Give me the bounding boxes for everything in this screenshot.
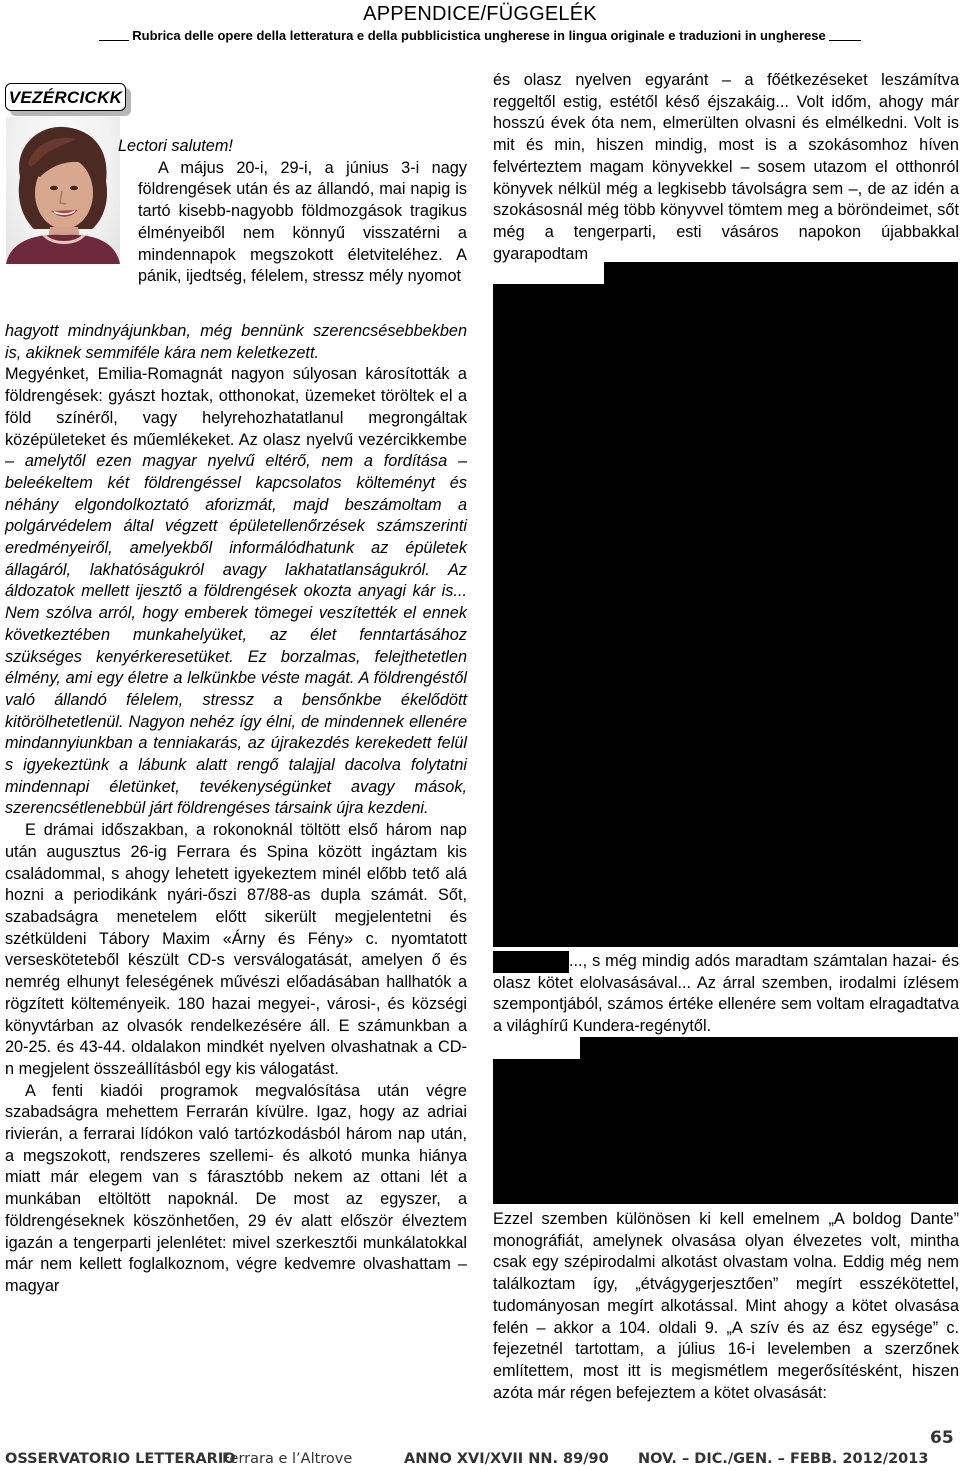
redaction-block-2a — [493, 951, 569, 973]
right-column-part-3: Ezzel szemben különösen ki kell emelnem „A boldog Dante” monográfiát, amelynek olvasása olyan élvezetes volt, mintha csak egy szépirodalmi alkotást olvastam volna. Eddig még nem találkoztam így, „étvágygerjesztően” megírt esszékötettel, tudományosan megírt alkotással. Mint ahogy a kötet olvasása felén – akkor a 104. oldali 9. „A szív és az ész egysége” c. fejezetnél tartottam, a július 16-i levelemben a szerzőnek említettem, most itt is megismétlem megerősítésként, hiszen azóta már régen befejeztem a kötet olvasását: — [493, 1210, 959, 1402]
author-portrait-photo — [6, 117, 120, 264]
footer-issue: ANNO XVI/XVII NN. 89/90 — [404, 1451, 609, 1467]
right-column-part-1: és olasz nyelven egyaránt – a főétkezéseket leszámítva reggeltől estig, estétől késő éjszakáig... Volt időm, ahogy már hosszú évek óta nem, elmerülten olvasni és elmélkedni. Volt is mit és min, hiszen mindig, most is a szokásomhoz híven felvértеztem magam könyvekkel – sosem utazom el otthonról könyvek nélkül még a legkisebb távolságra sem –, de az idén a szokásosnál még több könyvvel tömtem meg a böröndeimet, sőt még a tengerparti, esti vásáros napokon újabbakkal gyarapodtam — [493, 71, 959, 263]
header-rule-right — [829, 40, 861, 41]
redaction-block-2b — [580, 1037, 958, 1059]
portrait-image — [6, 117, 120, 264]
right-column-part-2-text: ..., s még mindig adós maradtam számtalan hazai- és olasz kötet elolvasásával... Az árral szemben, irodalmi ízlésem szempontjából, számos értéke ellenére sem voltam elragadtatva a világhírű Kundera-regénytől. — [493, 952, 959, 1036]
section-badge: VEZÉRCICKK — [5, 83, 126, 111]
paragraph-2: E drámai időszakban, a rokonoknál töltött első három nap után augusztus 26-ig Ferrara és Spina között ingáztam kis családommal, s ahogy lehetett igyekeztem minél előbb tető alá hozni a periodikánk nyári-őszi 87/88-as dupla számát. Sőt, szabadságra menetelem előtt sikerült megjelentetni és szétküldeni Tábory Maxim «Árny és Fény» c. nyomtatott versesköteteből készült CD-s versválogatását, amelyen ő és nemrég elhunyt feleségének művészi előadásában hallhatók a rögzített költeményeik. 180 hazai megyei-, városi-, és községi könyvtárban az olvasók rendelkezésére áll. E számunkban a 20-25. és 43-44. oldalakon mindkét nyelven olvashatnak a CD-n megjelent összeállításból egy kis válogatást. — [5, 821, 467, 1078]
paragraph-1-italic: amelytől ezen magyar nyelvű eltérő, nem a fordítása – beleékeltem két földrengéssel kapcsolatos költeményt és néhány elgondolkoztató aforizmát, majd beszámoltam a polgárvédelem által végzett épületellenőrzések számszerinti eredményeiről, amelyekből informálódhatunk az épületek állagáról, lakhatóságukról avagy lakhatatlanságukról. Az áldozatok mellett ijesztő a földrengések okozta anyagi kár is... Nem szólva arról, hogy emberek tömegei veszítették el ennek következtében munkahelyüket, az élet fenntartásához szükséges kenyérkeresetüket. Ez borzalmas, felejthetetlen élmény, ami egy életre a lelkünkbe véste magát. A földrengéstől való állandó félelem, stressz a bensőnkbe ékelődött kitörölhetetlenül. Nagyon nehéz így élni, de mindennek ellenére mindannyiunkban a tenniakarás, az újrakezdés kerekedett felül s igyekeztünk a lábunk alatt rengő talajjal dacolva folytatni mindennapi életünket, tevékenységünket avagy mások, szerencsétlenebbül járt földrengéses társaink újra kezdeni. — [5, 452, 467, 818]
paragraph-1-wrapped: A május 20-i, 29-i, a június 3-i nagy földrengések után és az állandó, mai napig is tartó kisebb-nagyobb földmozgások tragikus élményeiből nem könnyű visszatérni a mindennapok megszokott életviteléhez. A pánik, ijedtség, félelem, stressz mély nyomot — [138, 158, 467, 286]
redaction-block-1a — [604, 262, 958, 284]
page-number: 65 — [930, 1428, 954, 1448]
footer-journal: OSSERVATORIO LETTERARIO — [5, 1451, 236, 1467]
page-header-subtitle — [0, 28, 960, 44]
paragraph-3: A fenti kiadói programok megvalósítása után végre szabadságra mehettem Ferrarán kívülre. Igaz, hogy az adriai rivierán, a ferrarai lídókon való tartózkodásból három nap után, a megszokott, rendszeres szellemi- és alkotó munka hiánya miatt már elegem van s fárasztóbb nekem az ottani lét a munkában eltöltött napoknál. De most az egyszer, a földrengéseknek köszönhetően, 29 év alatt először élveztem igazán a tengerparti jelenlétet: mivel szerkesztői munkálatokkal már nem kellett foglalkoznom, végre kedvemre olvashattam – magyar — [5, 1081, 467, 1295]
header-rule-left — [99, 40, 129, 41]
editorial-left-column — [5, 321, 467, 1298]
redaction-block-2c — [493, 1059, 958, 1204]
page-header-title: APPENDICE/FÜGGELÉK — [363, 3, 597, 25]
header-subtitle-text: Rubrica delle opere della letteratura e della pubblicistica ungherese in lingua originale e traduzioni in ungherese — [132, 28, 826, 43]
footer-place: Ferrara e l’Altrove — [222, 1451, 353, 1467]
editorial-intro-wrap — [118, 136, 467, 288]
footer-date: NOV. – DIC./GEN. – FEBB. 2012/2013 — [638, 1451, 929, 1467]
paragraph-1-regular: Megyénket, Emilia-Romagnát nagyon súlyosan károsították a földrengések: gyászt hoztak, otthonokat, üzemeket töröltek el a föld színéről, vagy helyrehozhatatlanul megrongáltak középületeket és műemlékeket. Az olasz nyelvű vezércikkembe – — [5, 365, 467, 471]
page-footer — [0, 1449, 960, 1471]
paragraph-1-continued: hagyott mindnyájunkban, még bennünk szerencsésebbekben is, akiknek semmiféle kára nem keletkezett. — [5, 322, 467, 362]
paragraph-1-middle — [5, 364, 467, 820]
salutation: Lectori salutem! — [118, 137, 233, 155]
redaction-block-1b — [493, 284, 958, 947]
